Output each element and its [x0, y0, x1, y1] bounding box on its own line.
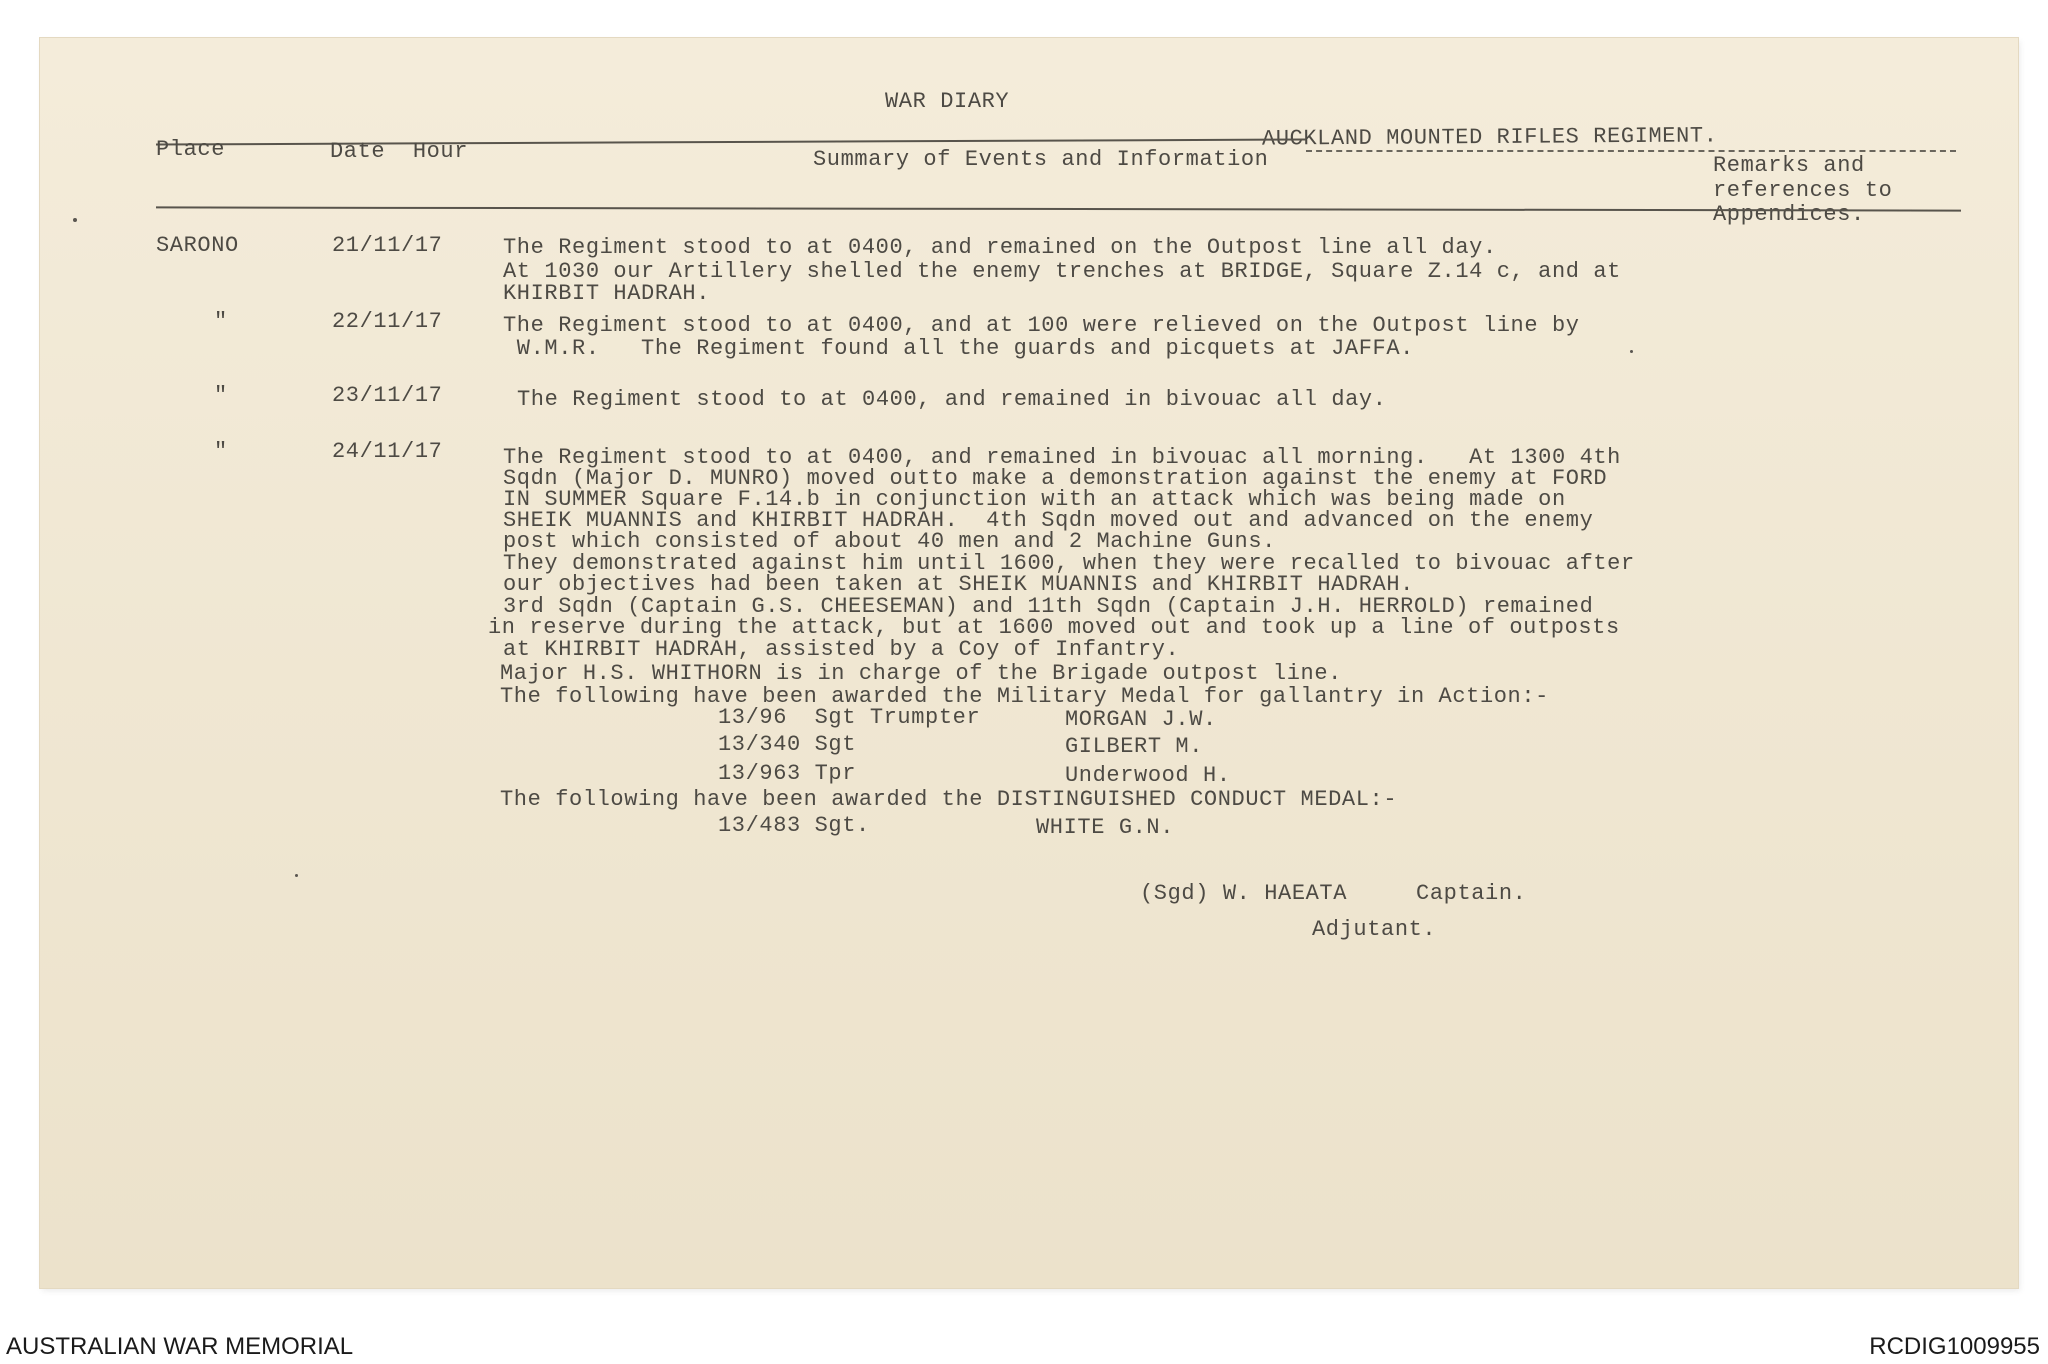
award-number: 13/963 Tpr	[718, 761, 857, 786]
entry-line: The following have been awarded the Military Medal for gallantry in Action:-	[500, 684, 1549, 709]
award-name: WHITE G.N.	[1036, 815, 1175, 840]
entry-line: The Regiment stood to at 0400, and remained in bivouac all day.	[517, 387, 1387, 412]
entry-line: Sqdn (Major D. MUNRO) moved outto make a demonstration against the enemy at FORD	[503, 466, 1608, 491]
column-header-summary: Summary of Events and Information	[813, 147, 1269, 172]
entry-line: at KHIRBIT HADRAH, assisted by a Coy of Infantry.	[503, 637, 1180, 662]
award-number: 13/340 Sgt	[718, 732, 857, 757]
diary-title: WAR DIARY	[885, 89, 1010, 114]
column-header-date-hour: Date Hour	[330, 139, 469, 164]
archive-credit: AUSTRALIAN WAR MEMORIAL	[6, 1333, 354, 1360]
header-top-rule	[156, 138, 1306, 145]
entry-line: SHEIK MUANNIS and KHIRBIT HADRAH. 4th Sqdn moved out and advanced on the enemy	[503, 508, 1594, 533]
award-number: 13/96 Sgt Trumpter	[718, 705, 981, 730]
entry-line: W.M.R. The Regiment found all the guards and picquets at JAFFA.	[503, 336, 1414, 361]
signature-role: Adjutant.	[1312, 917, 1437, 942]
entry-line: The Regiment stood to at 0400, and at 100 were relieved on the Outpost line by	[503, 313, 1580, 338]
entry-line: in reserve during the attack, but at 1600 moved out and took up a line of outposts	[488, 615, 1620, 640]
entry-line: our objectives had been taken at SHEIK MUANNIS and KHIRBIT HADRAH.	[503, 572, 1414, 597]
entry-line: They demonstrated against him until 1600, when they were recalled to bivouac after	[503, 551, 1635, 576]
column-header-place: Place	[156, 137, 226, 162]
diary-page	[40, 38, 2018, 1288]
dcm-intro: The following have been awarded the DISTINGUISHED CONDUCT MEDAL:-	[500, 787, 1398, 812]
item-id: RCDIG1009955	[1869, 1333, 2040, 1360]
award-name: MORGAN J.W.	[1065, 707, 1217, 732]
column-header-remarks-3: Appendices.	[1713, 202, 1865, 227]
entry-date: 22/11/17	[332, 309, 443, 334]
entry-place: "	[214, 383, 228, 408]
entry-place: SARONO	[156, 233, 239, 258]
unit-name: AUCKLAND MOUNTED RIFLES REGIMENT.	[1261, 123, 1718, 152]
award-name: GILBERT M.	[1065, 734, 1204, 759]
entry-line: The Regiment stood to at 0400, and remained in bivouac all morning. At 1300 4th	[503, 445, 1621, 470]
entry-place: "	[214, 439, 228, 464]
header-bottom-rule	[156, 206, 1961, 211]
entry-line: IN SUMMER Square F.14.b in conjunction with an attack which was being made on	[503, 487, 1566, 512]
column-header-remarks-1: Remarks and	[1713, 153, 1865, 178]
ink-speck	[1630, 350, 1633, 353]
ink-speck	[295, 874, 298, 877]
entry-line: At 1030 our Artillery shelled the enemy trenches at BRIDGE, Square Z.14 c, and at	[503, 259, 1621, 284]
ink-speck	[73, 218, 77, 222]
entry-date: 21/11/17	[332, 233, 443, 258]
signature-line: (Sgd) W. HAEATA Captain.	[1140, 881, 1527, 906]
entry-date: 23/11/17	[332, 383, 443, 408]
award-name: Underwood H.	[1065, 763, 1231, 788]
entry-line: Major H.S. WHITHORN is in charge of the Brigade outpost line.	[500, 661, 1342, 686]
entry-line: post which consisted of about 40 men and 2 Machine Guns.	[503, 529, 1276, 554]
header-top-rule-right	[1306, 150, 1956, 152]
entry-date: 24/11/17	[332, 439, 443, 464]
column-header-remarks-2: references to	[1713, 178, 1893, 203]
entry-line: 3rd Sqdn (Captain G.S. CHEESEMAN) and 11th Sqdn (Captain J.H. HERROLD) remained	[503, 594, 1594, 619]
entry-line: KHIRBIT HADRAH.	[503, 281, 711, 306]
entry-line: The Regiment stood to at 0400, and remained on the Outpost line all day.	[503, 235, 1497, 260]
entry-place: "	[214, 309, 228, 334]
award-number: 13/483 Sgt.	[718, 813, 870, 838]
